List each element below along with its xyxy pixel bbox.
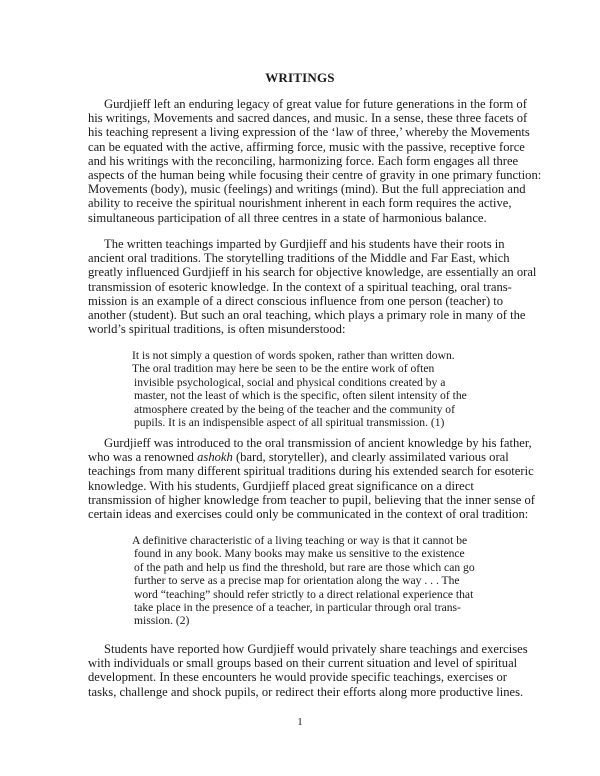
- text-line: transmission of esoteric knowledge. In the context of a spiritual teaching, oral trans-: [88, 279, 512, 294]
- text-segment: (bard, storyteller), and clearly assimilated various oral: [232, 450, 509, 465]
- text-line: simultaneous participation of all three centres in a state of harmonious balance.: [88, 210, 487, 225]
- text-line: ancient oral traditions. The storytelling traditions of the Middle and Far East, which: [88, 251, 510, 266]
- quote-line: master, not the least of which is the specific, often silent intensity of the: [134, 389, 467, 403]
- text-line: certain ideas and exercises could only be communicated in the context of oral tradition:: [88, 506, 529, 521]
- page-title: WRITINGS: [265, 70, 335, 85]
- text-line: his writings, Movements and sacred dances, and music. In a sense, these three facets of: [88, 111, 528, 126]
- quote-line: It is not simply a question of words spoken, rather than written down.: [132, 349, 455, 362]
- text-line: The written teachings imparted by Gurdjieff and his students have their roots in: [104, 237, 505, 251]
- quote-line: pupils. It is an indispensible aspect of all spiritual transmission. (1): [134, 415, 445, 429]
- text-line: Students have reported how Gurdjieff would privately share teachings and exercises: [104, 642, 528, 656]
- block-quote-2: [132, 534, 532, 628]
- quote-line: invisible psychological, social and physical conditions created by a: [134, 375, 446, 389]
- text-line: ability to receive the spiritual nourishment inherent in each form requires the active,: [88, 196, 512, 211]
- text-line: world’s spiritual traditions, is often misunderstood:: [88, 322, 346, 337]
- text-line: Gurdjieff left an enduring legacy of great value for future generations in the form of: [104, 97, 527, 111]
- text-line: aspects of the human being while focusing their centre of gravity in one primary function:: [88, 167, 542, 182]
- page-number: 1: [297, 716, 303, 728]
- text-line: greatly influenced Gurdjieff in his search for objective knowledge, are essentially an oral: [88, 265, 537, 280]
- paragraph-1: [88, 97, 558, 225]
- text-line: his teaching represent a living expression of the ‘law of three,’ whereby the Movements: [88, 125, 530, 140]
- paragraph-3: [88, 436, 558, 521]
- quote-line: found in any book. Many books may make us sensitive to the existence: [134, 547, 465, 561]
- text-line: with individuals or small groups based on their current situation and level of spiritual: [88, 656, 518, 671]
- text-line: can be equated with the active, affirming force, music with the passive, receptive force: [88, 139, 525, 154]
- quote-line: word “teaching” should refer strictly to a direct relational experience that: [134, 587, 474, 601]
- text-line: and his writings with the reconciling, harmonizing force. Each form engages all three: [88, 153, 519, 168]
- text-line: mission is an example of a direct conscious influence from one person (teacher) to: [88, 293, 504, 308]
- text-line: Gurdjieff was introduced to the oral transmission of ancient knowledge by his father,: [104, 436, 532, 450]
- paragraph-4: [88, 642, 558, 699]
- paragraph-2: [88, 237, 558, 336]
- quote-line: A definitive characteristic of a living teaching or way is that it cannot be: [132, 534, 468, 547]
- text-line: development. In these encounters he would provide specific teachings, exercises or: [88, 670, 507, 685]
- text-line: teachings from many different spiritual traditions during his extended search for esoteric: [88, 464, 534, 479]
- italic-term: ashokh: [197, 450, 233, 465]
- quote-line: The oral tradition may here be seen to be the entire work of often: [132, 362, 435, 376]
- text-line: [88, 450, 558, 464]
- text-segment: who was a renowned: [88, 450, 198, 465]
- text-line: Movements (body), music (feelings) and writings (mind). But the full appreciation and: [88, 182, 526, 197]
- quote-line: take place in the presence of a teacher, in particular through oral trans-: [134, 600, 461, 614]
- text-line: another (student). But such an oral teaching, which plays a primary role in many of the: [88, 307, 526, 322]
- quote-line: atmosphere created by the being of the teacher and the community of: [134, 402, 455, 416]
- block-quote-1: [132, 349, 532, 429]
- text-line: transmission of higher knowledge from teacher to pupil, believing that the inner sense of: [88, 492, 535, 507]
- text-line: tasks, challenge and shock pupils, or redirect their efforts along more productive lines.: [88, 684, 524, 699]
- text-line: knowledge. With his students, Gurdjieff placed great significance on a direct: [88, 478, 474, 493]
- quote-line: further to serve as a precise map for orientation along the way . . . The: [134, 574, 460, 588]
- quote-line: mission. (2): [134, 614, 190, 628]
- quote-line: of the path and help us find the threshold, but rare are those which can go: [134, 560, 475, 574]
